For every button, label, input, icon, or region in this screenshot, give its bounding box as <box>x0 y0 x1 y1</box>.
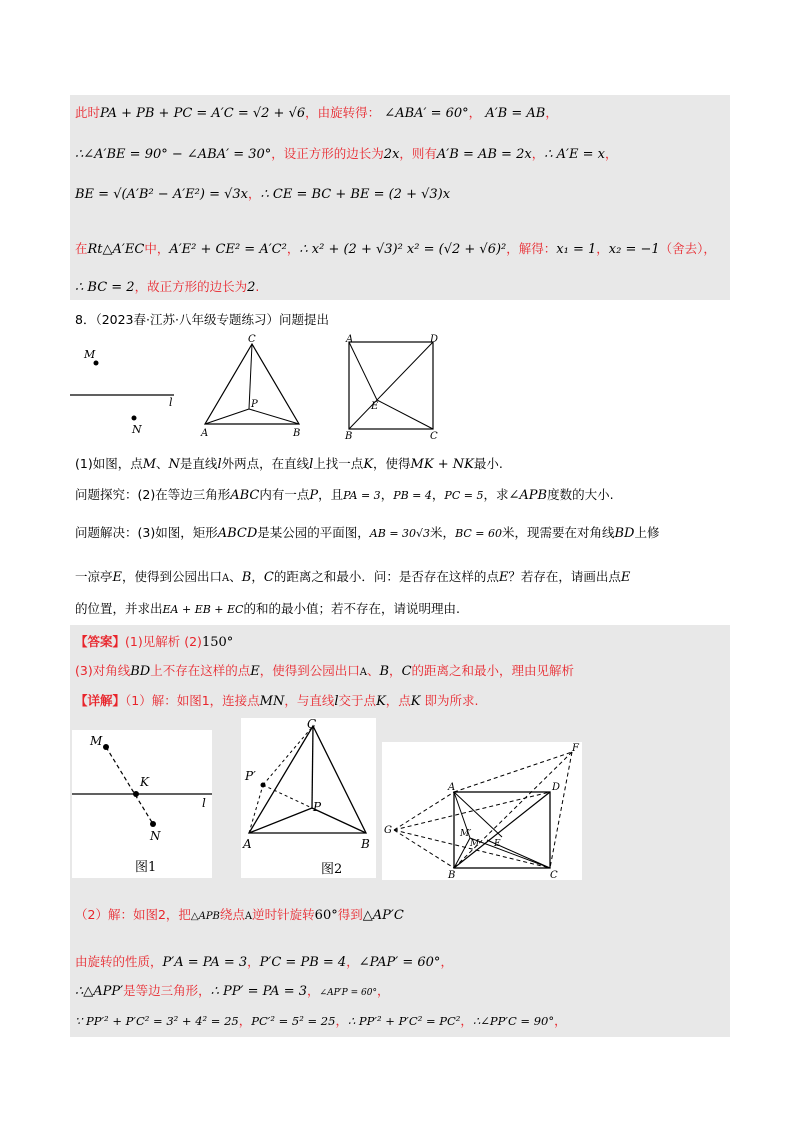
svg-text:C: C <box>307 718 317 731</box>
svg-text:F: F <box>572 743 579 754</box>
svg-text:P′: P′ <box>245 769 256 783</box>
prev-line-3: BE = √(A′B² − A′E²) = √3x，∴ CE = BC + BE = (2 + √3)x <box>75 186 451 202</box>
figure-1 <box>72 730 212 878</box>
svg-text:P: P <box>313 800 322 814</box>
svg-text:B: B <box>293 428 301 439</box>
detail-line-4: ∴△APP′是等边三角形，∴ PP′ = PA = 3，∠AP′P = 60°， <box>75 983 390 999</box>
problem-header: 8．（2023春·江苏·八年级专题练习）问题提出 <box>75 312 329 327</box>
problem-figure-triangle <box>195 332 305 442</box>
label-l: l <box>169 396 173 409</box>
svg-text:C: C <box>248 334 256 345</box>
detail-line-1: 【详解】（1）解：如图1，连接点MN，与直线l交于点K，点K 即为所求. <box>75 693 479 709</box>
svg-text:C: C <box>550 870 558 880</box>
svg-text:M: M <box>470 839 480 849</box>
svg-text:G: G <box>384 825 392 836</box>
prev-line-4: 在Rt△A′EC中，A′E² + CE² = A′C²，∴ x² + (2 + √3)² x² = (√2 + √6)²，解得：x₁ = 1，x₂ = −1（舍去）， <box>75 241 716 257</box>
svg-text:A: A <box>448 782 456 793</box>
svg-text:E: E <box>494 839 501 849</box>
answer-line-2: (3)对角线BD上不存在这样的点E，使得到公园出口A、B，C的距离之和最小，理由见解析 <box>75 663 575 679</box>
question-3-end: 的位置，并求出EA + EB + EC的和的最小值；若不存在，请说明理由. <box>75 601 460 616</box>
svg-text:B: B <box>361 837 370 851</box>
detail-line-5: ∵ PP′² + P′C² = 3² + 4² = 25，PC′² = 5² = 25，∴ PP′² + P′C² = PC²，∴∠PP′C = 90°， <box>75 1013 567 1028</box>
svg-text:A: A <box>346 334 354 345</box>
svg-text:E: E <box>371 401 379 412</box>
detail-line-2: （2）解：如图2，把△APB绕点A逆时针旋转60°得到△AP′C <box>75 907 404 923</box>
svg-text:P: P <box>251 399 258 410</box>
prev-line-1: 此时PA + PB + PC = A′C = √2 + √6，由旋转得： ∠ABA′ = 60°， A′B = AB， <box>75 105 558 121</box>
svg-text:B: B <box>448 870 456 880</box>
label-m: M <box>84 348 96 361</box>
svg-text:N: N <box>150 829 161 843</box>
answer-line-1: 【答案】(1)见解析 (2)150° <box>75 634 234 650</box>
svg-text:D: D <box>430 334 439 345</box>
svg-text:M: M <box>90 734 103 748</box>
question-1: (1)如图，点M、N是直线l外两点，在直线l上找一点K，使得MK + NK最小. <box>75 456 503 472</box>
svg-text:D: D <box>552 782 561 793</box>
prev-line-5: ∴ BC = 2，故正方形的边长为2. <box>75 279 260 295</box>
svg-text:K: K <box>140 775 149 789</box>
prev-line-2: ∴∠A′BE = 90° − ∠ABA′ = 30°，设正方形的边长为2x，则有A′B = AB = 2x，∴ A′E = x， <box>75 146 618 162</box>
point-m <box>94 361 99 366</box>
problem-figure-line <box>70 340 190 440</box>
question-3: 问题解决：(3)如图，矩形ABCD是某公园的平面图，AB = 30√3米，BC = 60米，现需要在对角线BD上修 <box>75 525 660 541</box>
fig2-caption: 图2 <box>321 862 343 877</box>
question-3-cont: 一凉亭E，使得到公园出口A、B，C的距离之和最小．问：是否存在这样的点E？若存在，请画出点E <box>75 569 631 585</box>
label-n: N <box>132 423 142 436</box>
fig1-caption: 图1 <box>135 860 157 875</box>
question-2: 问题探究：(2)在等边三角形ABC内有一点P，且PA = 3，PB = 4，PC = 5，求∠APB度数的大小. <box>75 487 614 503</box>
figure-2 <box>241 718 376 878</box>
svg-text:A: A <box>243 837 252 851</box>
svg-text:B: B <box>345 431 353 440</box>
point-n <box>132 416 137 421</box>
svg-text:A: A <box>201 428 209 439</box>
svg-text:l: l <box>202 796 206 810</box>
svg-text:M′: M′ <box>460 829 472 839</box>
detail-line-3: 由旋转的性质，P′A = PA = 3，P′C = PB = 4，∠PAP′ = 60°， <box>75 954 453 970</box>
problem-figure-rectangle <box>342 332 442 440</box>
svg-text:C: C <box>430 431 438 440</box>
figure-3 <box>382 742 582 880</box>
